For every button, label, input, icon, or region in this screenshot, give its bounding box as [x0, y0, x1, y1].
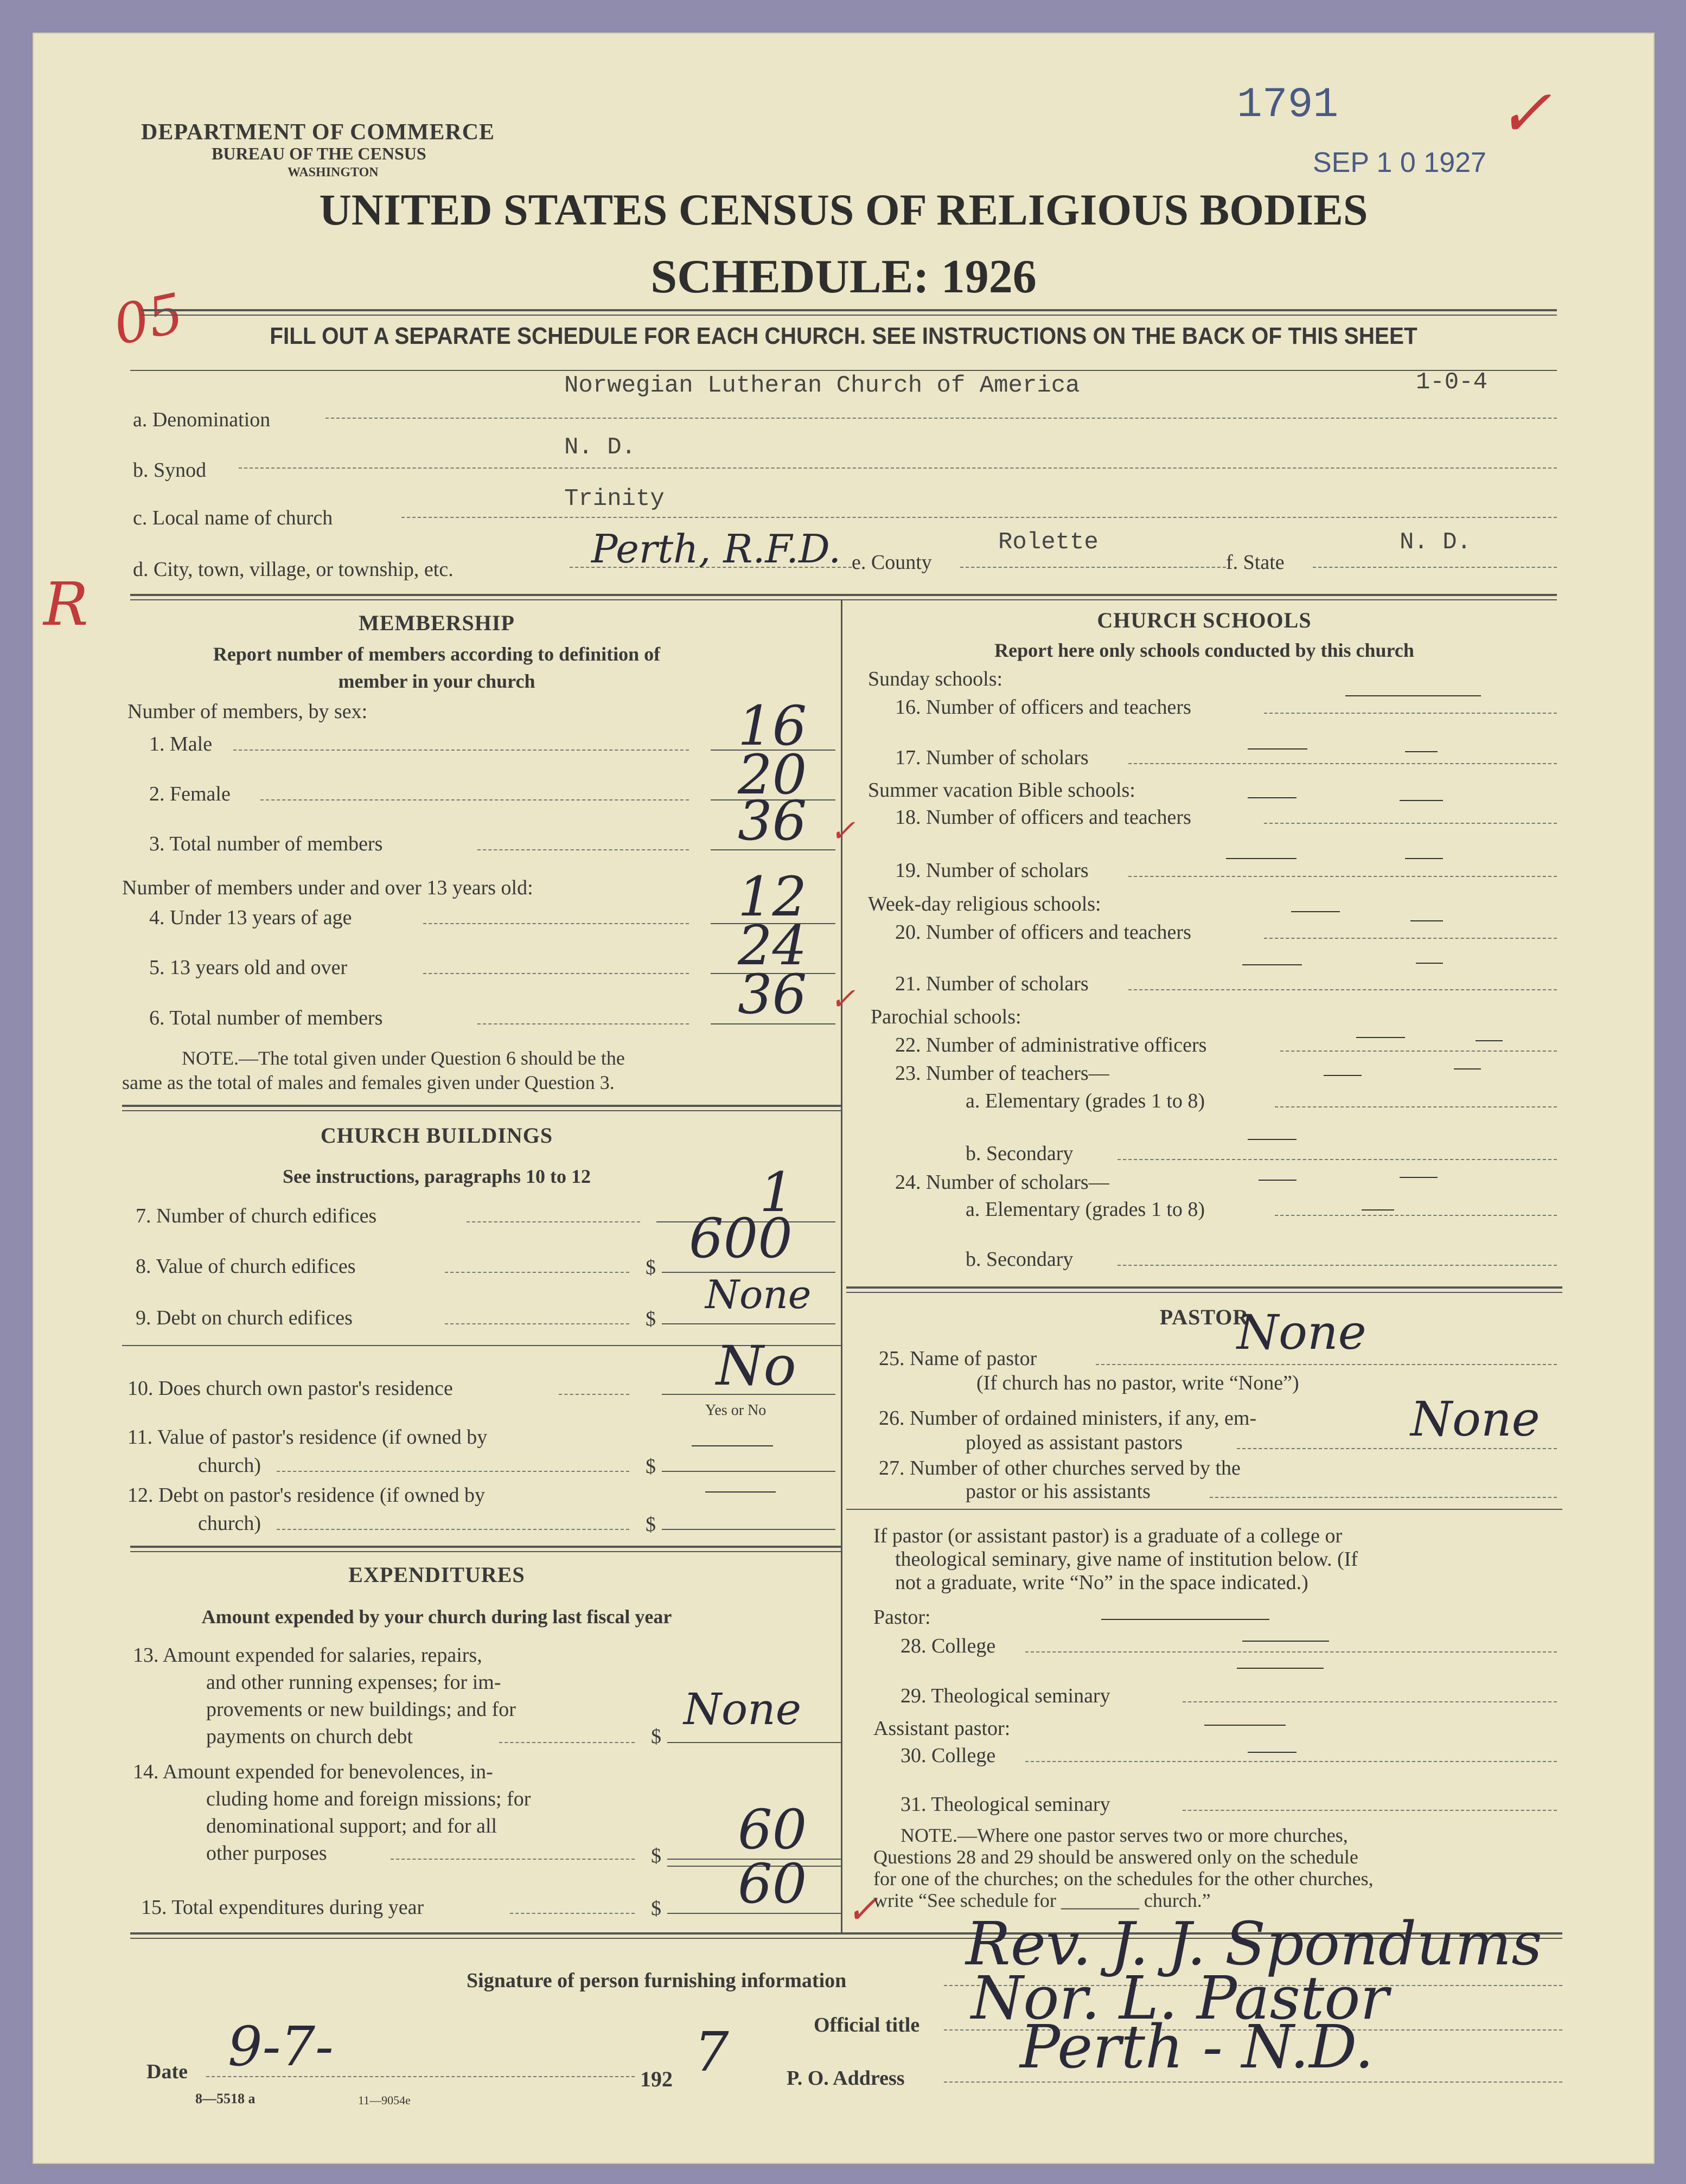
q15-answer[interactable]: 60 — [738, 1852, 807, 1916]
q9-line — [445, 1323, 629, 1324]
church-name-line — [401, 517, 1557, 518]
q13-answer[interactable]: None — [684, 1684, 802, 1734]
q26-answer[interactable]: None — [1410, 1391, 1540, 1447]
q10-answer[interactable]: No — [716, 1334, 796, 1398]
signature-value[interactable]: Rev. J. J. Spondums — [966, 1909, 1542, 1978]
q24b-label: b. Secondary — [966, 1248, 1074, 1271]
q3-label: 3. Total number of members — [149, 832, 383, 855]
q24a-label: a. Elementary (grades 1 to 8) — [966, 1198, 1205, 1221]
pastor-divider — [846, 1509, 1562, 1510]
q14-line — [391, 1859, 635, 1860]
q23b-line — [1117, 1159, 1557, 1160]
q14-label-1: 14. Amount expended for benevolences, in- — [133, 1760, 493, 1783]
q13-label-3: provements or new buildings; and for — [206, 1698, 516, 1721]
q4-label: 4. Under 13 years of age — [149, 906, 352, 929]
q19-line — [1128, 876, 1557, 877]
po-address-value[interactable]: Perth - N.D. — [1020, 2012, 1374, 2081]
q13-answer-rule — [667, 1742, 841, 1743]
q25-answer[interactable]: None — [1237, 1304, 1366, 1360]
q3-answer[interactable]: 36 — [738, 789, 807, 853]
q7-line — [467, 1221, 640, 1222]
q31-label: 31. Theological seminary — [901, 1793, 1110, 1816]
city-value[interactable]: Perth, R.F.D. — [591, 526, 841, 572]
q24a-dash-mark — [1362, 1209, 1394, 1211]
q25-note: (If church has no pastor, write “None”) — [976, 1372, 1299, 1394]
q11-dash-mark — [692, 1445, 773, 1446]
fill-instruction: FILL OUT A SEPARATE SCHEDULE FOR EACH CHURCH. SEE INSTRUCTIONS ON THE BACK OF THIS SHEET — [270, 323, 1417, 349]
membership-note-2: same as the total of males and females given under Question 3. — [122, 1072, 615, 1093]
q23-dash-mark-2 — [1454, 1068, 1481, 1069]
membership-rule — [122, 1105, 841, 1107]
q21-dash-mark-2 — [1416, 963, 1443, 964]
q5-label: 5. 13 years old and over — [149, 956, 348, 979]
q24-dash-mark-2 — [1400, 1177, 1438, 1178]
members-by-sex-heading: Number of members, by sex: — [127, 700, 368, 723]
q6-check-icon: ✓ — [830, 982, 855, 1017]
q4-answer[interactable]: 12 — [738, 865, 807, 928]
q6-line — [477, 1023, 689, 1024]
q15-check-icon: ✓ — [846, 1887, 878, 1932]
q1-line — [233, 750, 689, 751]
membership-intro-2: member in your church — [338, 670, 535, 692]
q15-label: 15. Total expenditures during year — [141, 1896, 424, 1919]
q12-label-2: church) — [198, 1512, 261, 1535]
q17-dash-mark-1 — [1248, 748, 1307, 750]
weekday-schools-heading: Week-day religious schools: — [868, 893, 1101, 915]
q9-dollar: $ — [646, 1308, 656, 1330]
graduate-note-3: not a graduate, write “No” in the space indicated.) — [895, 1571, 1308, 1594]
q8-answer[interactable]: 600 — [689, 1207, 793, 1270]
q10-yes-no-hint: Yes or No — [705, 1402, 767, 1419]
q23b-dash-mark — [1248, 1139, 1297, 1140]
synod-value[interactable]: N. D. — [564, 434, 636, 461]
church-name-label: c. Local name of church — [133, 507, 333, 529]
buildings-rule — [130, 1546, 841, 1548]
q17-dash-mark-2 — [1405, 751, 1438, 752]
q23-label: 23. Number of teachers— — [895, 1062, 1109, 1085]
q4-line — [423, 923, 689, 924]
q14-label-4: other purposes — [206, 1842, 327, 1865]
q22-dash-mark-1 — [1356, 1037, 1405, 1038]
q21-label: 21. Number of scholars — [895, 972, 1089, 995]
q14-label-2: cluding home and foreign missions; for — [206, 1788, 531, 1810]
date-label: Date — [146, 2060, 188, 2083]
header-rule-thin — [141, 315, 1557, 316]
received-date-stamp: SEP 1 0 1927 — [1313, 147, 1486, 178]
pastor-subheading: Pastor: — [873, 1606, 931, 1629]
q9-answer-rule — [662, 1323, 835, 1324]
q5-line — [423, 973, 689, 974]
q27-label-1: 27. Number of other churches served by the — [879, 1457, 1241, 1480]
q2-label: 2. Female — [149, 783, 231, 805]
q9-label: 9. Debt on church edifices — [136, 1306, 353, 1329]
q11-label-1: 11. Value of pastor's residence (if owned by — [127, 1426, 488, 1449]
q8-dollar: $ — [646, 1256, 656, 1279]
county-label: e. County — [852, 551, 932, 574]
q22-line — [1280, 1051, 1557, 1052]
q8-line — [445, 1272, 629, 1273]
q11-line — [277, 1471, 629, 1472]
column-divider — [841, 599, 842, 1933]
q13-label-1: 13. Amount expended for salaries, repairs, — [133, 1644, 482, 1667]
schools-rule — [846, 1286, 1562, 1289]
state-line — [1313, 567, 1557, 568]
form-number-1: 8—5518 a — [195, 2091, 256, 2106]
form-number-2: 11—9054e — [358, 2093, 411, 2107]
expenditures-title: EXPENDITURES — [348, 1562, 525, 1587]
q12-label-1: 12. Debt on pastor's residence (if owned by — [127, 1484, 486, 1507]
q15-dollar: $ — [651, 1897, 661, 1920]
county-value[interactable]: Rolette — [998, 529, 1099, 556]
q22-dash-mark-2 — [1476, 1040, 1503, 1041]
schedule-title: SCHEDULE: 1926 — [650, 251, 1037, 303]
q3-line — [477, 849, 689, 850]
assistant-dash-mark — [1204, 1725, 1286, 1726]
denomination-label: a. Denomination — [133, 408, 271, 431]
department-name: DEPARTMENT OF COMMERCE — [141, 120, 495, 145]
q26-label-1: 26. Number of ordained ministers, if any, em- — [879, 1407, 1257, 1430]
q17-label: 17. Number of scholars — [895, 746, 1089, 769]
city-label: d. City, town, village, or township, etc. — [133, 558, 454, 581]
q16-dash-mark — [1345, 695, 1481, 696]
q23b-label: b. Secondary — [966, 1142, 1074, 1165]
pastor-note-3: for one of the churches; on the schedules for the other churches, — [873, 1868, 1374, 1890]
q13-dollar: $ — [651, 1725, 661, 1748]
pastor-title: PASTOR — [1159, 1305, 1249, 1329]
q24b-line — [1117, 1265, 1557, 1266]
q21-line — [1128, 989, 1557, 990]
buildings-rule-thin — [130, 1551, 841, 1552]
q20-label: 20. Number of officers and teachers — [895, 921, 1191, 944]
q20-dash-mark-2 — [1410, 920, 1443, 921]
q5-answer[interactable]: 24 — [738, 914, 807, 977]
assistant-subheading: Assistant pastor: — [873, 1717, 1011, 1740]
q19-dash-mark-2 — [1405, 858, 1443, 859]
census-schedule-sheet — [33, 33, 1655, 2164]
q19-label: 19. Number of scholars — [895, 859, 1089, 882]
q1-label: 1. Male — [149, 733, 213, 755]
q20-dash-mark-1 — [1291, 911, 1340, 912]
q24a-line — [1275, 1215, 1557, 1216]
graduate-note-2: theological seminary, give name of institution below. (If — [895, 1548, 1358, 1571]
q7-label: 7. Number of church edifices — [136, 1205, 377, 1227]
q11-answer-rule — [662, 1471, 835, 1472]
membership-note-1: NOTE.—The total given under Question 6 should be the — [182, 1047, 625, 1069]
summer-schools-heading: Summer vacation Bible schools: — [868, 779, 1135, 802]
q12-line — [277, 1529, 629, 1530]
q10-label: 10. Does church own pastor's residence — [127, 1377, 453, 1400]
official-title-label: Official title — [814, 2014, 920, 2036]
membership-intro-1: Report number of members according to definition of — [213, 643, 661, 665]
bureau-name: BUREAU OF THE CENSUS — [212, 144, 426, 163]
margin-mark: 05 — [108, 281, 189, 357]
q17-line — [1128, 763, 1557, 764]
q8-label: 8. Value of church edifices — [136, 1255, 356, 1278]
pastor-note-2: Questions 28 and 29 should be answered only on the schedule — [873, 1846, 1358, 1868]
q15-line — [510, 1913, 635, 1914]
graduate-note-1: If pastor (or assistant pastor) is a graduate of a college or — [873, 1525, 1343, 1547]
q27-line — [1210, 1497, 1557, 1498]
pastor-dash-mark — [1101, 1619, 1269, 1620]
pastor-note-1: NOTE.—Where one pastor serves two or more churches, — [901, 1824, 1348, 1846]
q23a-line — [1275, 1106, 1557, 1107]
official-title-value[interactable]: Nor. L. Pastor — [971, 1963, 1389, 2033]
schools-rule-thin — [846, 1292, 1562, 1293]
buildings-sub: See instructions, paragraphs 10 to 12 — [282, 1165, 591, 1187]
q18-line — [1264, 823, 1557, 824]
q14-dollar: $ — [651, 1844, 661, 1867]
q23-dash-mark — [1324, 1075, 1362, 1076]
q13-label-2: and other running expenses; for im- — [206, 1671, 501, 1694]
instruction-rule — [130, 370, 1557, 371]
q6-answer[interactable]: 36 — [738, 963, 807, 1026]
q7-answer[interactable]: 1 — [759, 1161, 794, 1224]
state-value[interactable]: N. D. — [1400, 529, 1472, 556]
expenditures-sub: Amount expended by your church during last fiscal year — [201, 1606, 672, 1628]
margin-letter: R — [43, 569, 88, 639]
q9-answer[interactable]: None — [705, 1272, 812, 1317]
membership-rule-thin — [122, 1110, 841, 1111]
q11-label-2: church) — [198, 1454, 261, 1477]
q12-answer-rule — [662, 1529, 835, 1530]
state-label: f. State — [1226, 551, 1285, 574]
members-by-age-heading: Number of members under and over 13 years old: — [122, 876, 533, 899]
q20-line — [1264, 938, 1557, 939]
q26-line — [1237, 1448, 1557, 1449]
pastor-note-4: write “See schedule for ________ church.” — [873, 1890, 1211, 1911]
q29-label: 29. Theological seminary — [901, 1685, 1110, 1707]
po-address-label: P. O. Address — [787, 2067, 905, 2090]
q28-dash-mark-2 — [1237, 1668, 1324, 1669]
header-rule — [141, 309, 1557, 311]
q12-dollar: $ — [646, 1513, 656, 1536]
q28-dash-mark — [1242, 1641, 1329, 1642]
q25-label: 25. Name of pastor — [879, 1347, 1037, 1370]
q11-dollar: $ — [646, 1455, 656, 1478]
denomination-value[interactable]: Norwegian Lutheran Church of America — [564, 372, 1080, 399]
q18-label: 18. Number of officers and teachers — [895, 806, 1191, 829]
q16-line — [1264, 713, 1557, 714]
q28-label: 28. College — [901, 1635, 996, 1657]
q2-line — [260, 799, 689, 800]
parochial-schools-heading: Parochial schools: — [871, 1005, 1021, 1028]
identity-rule — [130, 594, 1557, 596]
signature-label: Signature of person furnishing information — [467, 1969, 847, 1992]
year-value[interactable]: 7 — [694, 2020, 729, 2084]
q26-label-2: ployed as assistant pastors — [966, 1431, 1183, 1454]
q14-label-3: denominational support; and for all — [206, 1815, 497, 1837]
schools-title: CHURCH SCHOOLS — [1097, 608, 1312, 632]
synod-line — [239, 467, 1557, 469]
q30-label: 30. College — [901, 1744, 996, 1767]
q13-label-4: payments on church debt — [206, 1725, 413, 1748]
bureau-city: WASHINGTON — [288, 165, 379, 180]
q13-line — [499, 1742, 635, 1743]
q18-dash-mark-1 — [1248, 797, 1297, 798]
synod-label: b. Synod — [133, 459, 207, 482]
q16-label: 16. Number of officers and teachers — [895, 696, 1191, 719]
q18-dash-mark-2 — [1400, 800, 1443, 801]
q22-label: 22. Number of administrative officers — [895, 1034, 1207, 1056]
denomination-code: 1-0-4 — [1416, 369, 1488, 396]
q3-check-icon: ✓ — [830, 814, 855, 849]
identity-rule-thin — [130, 599, 1557, 600]
year-prefix: 192 — [640, 2067, 673, 2091]
q23a-label: a. Elementary (grades 1 to 8) — [966, 1090, 1205, 1112]
date-value[interactable]: 9-7- — [228, 2015, 334, 2078]
county-line — [960, 567, 1226, 568]
q6-label: 6. Total number of members — [149, 1007, 383, 1029]
q30-line — [1025, 1761, 1557, 1762]
q29-line — [1183, 1701, 1557, 1702]
q24-dash-mark — [1259, 1180, 1297, 1181]
q24-label: 24. Number of scholars— — [895, 1171, 1109, 1194]
q12-dash-mark — [705, 1491, 776, 1493]
q1-answer[interactable]: 16 — [738, 694, 807, 758]
q31-line — [1183, 1810, 1557, 1811]
church-name-value[interactable]: Trinity — [564, 485, 665, 513]
denomination-line — [325, 418, 1557, 419]
q14-answer[interactable]: 60 — [738, 1798, 807, 1861]
po-address-line — [944, 2081, 1562, 2083]
membership-title: MEMBERSHIP — [359, 611, 515, 635]
q30-dash-mark — [1248, 1752, 1297, 1753]
schools-sub: Report here only schools conducted by this church — [994, 639, 1414, 661]
q10-line — [559, 1394, 629, 1395]
file-number-stamp: 1791 — [1237, 81, 1339, 129]
q25-line — [1096, 1364, 1557, 1365]
q2-answer[interactable]: 20 — [738, 743, 807, 806]
check-mark-icon: ✓ — [1497, 76, 1552, 151]
q28-line — [1025, 1651, 1557, 1653]
form-title: UNITED STATES CENSUS OF RELIGIOUS BODIES — [319, 185, 1368, 234]
q27-label-2: pastor or his assistants — [966, 1480, 1151, 1503]
q19-dash-mark-1 — [1226, 858, 1297, 859]
q21-dash-mark-1 — [1242, 964, 1302, 965]
sunday-schools-heading: Sunday schools: — [868, 668, 1003, 690]
buildings-title: CHURCH BUILDINGS — [320, 1123, 553, 1148]
